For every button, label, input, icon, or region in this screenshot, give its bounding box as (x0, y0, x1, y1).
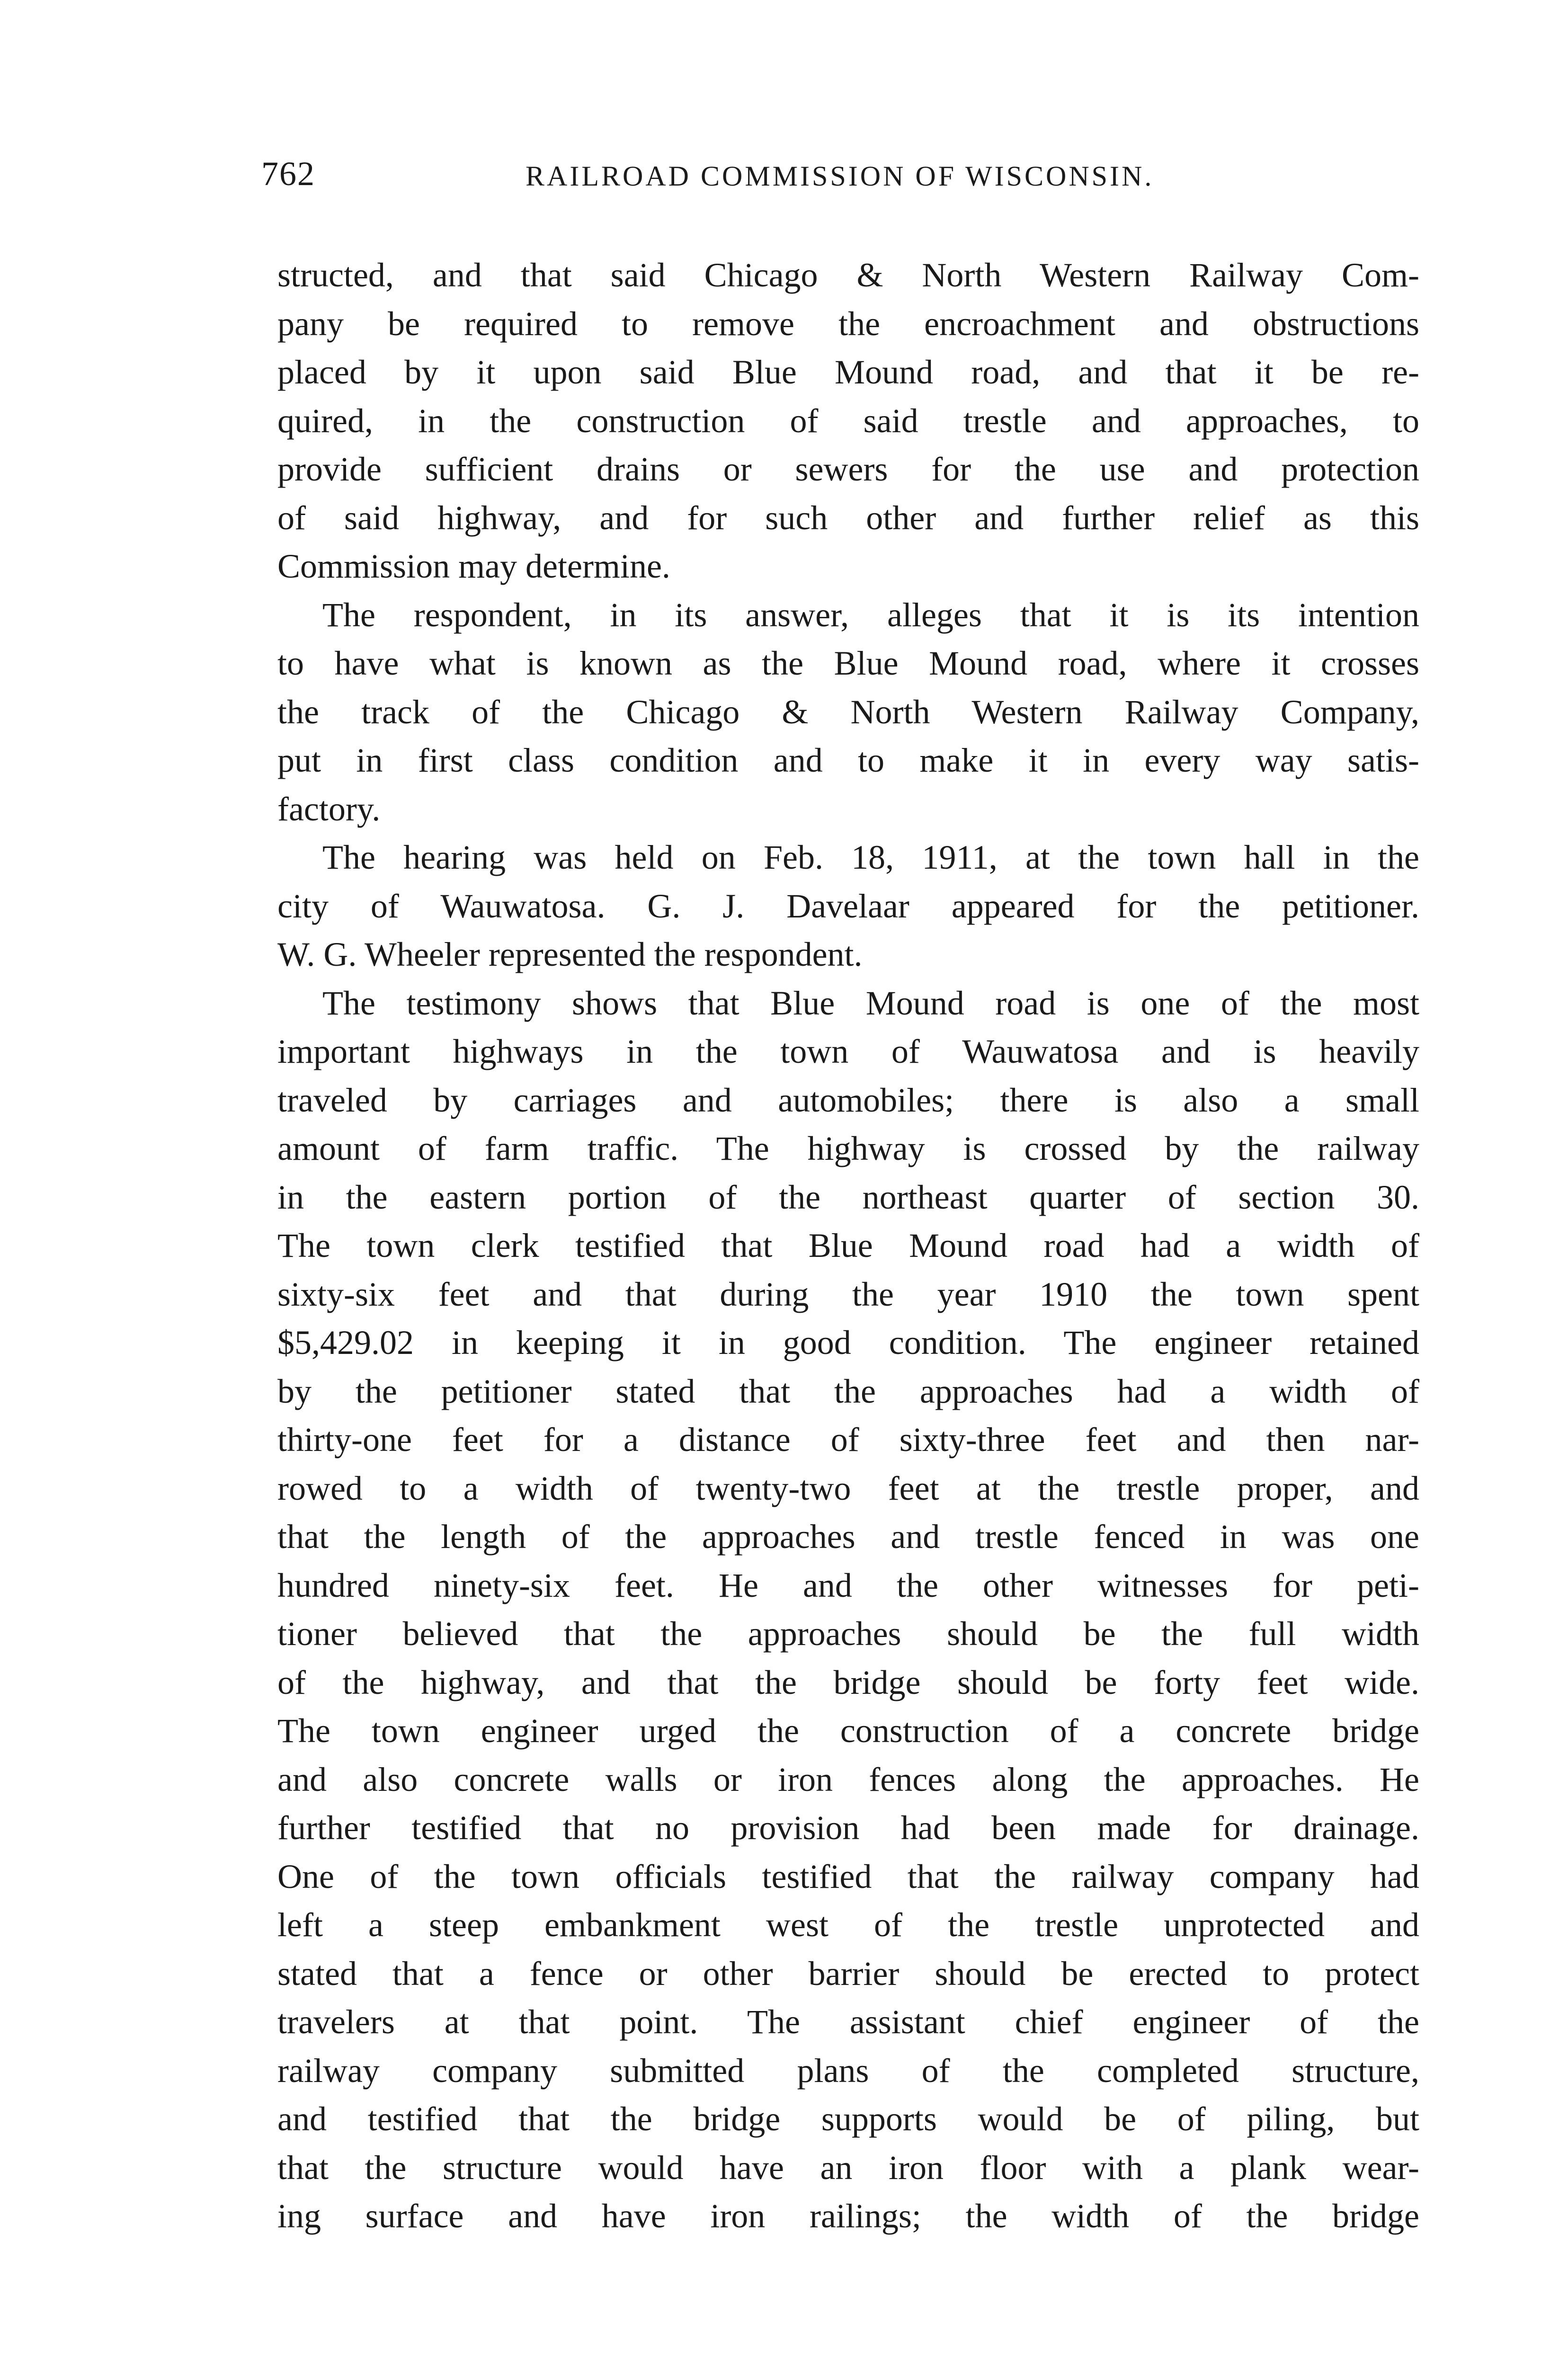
text-line: further testified that no provision had been made for drainage. (277, 1809, 1419, 1847)
text-line: that the structure would have an iron floor with a plank wear- (277, 2148, 1419, 2187)
text-line: The respondent, in its answer, alleges that it is its intention (322, 596, 1419, 634)
running-head: RAILROAD COMMISSION OF WISCONSIN. (526, 160, 1154, 192)
text-line: in the eastern portion of the northeast quarter of section 30. (277, 1178, 1419, 1216)
text-line: tioner believed that the approaches should be the full width (277, 1615, 1419, 1653)
text-line: the track of the Chicago & North Western Railway Company, (277, 693, 1419, 731)
text-line: to have what is known as the Blue Mound road, where it crosses (277, 644, 1419, 682)
page-number: 762 (261, 155, 315, 193)
text-line: of said highway, and for such other and further relief as this (277, 498, 1419, 537)
text-line: left a steep embankment west of the trestle unprotected and (277, 1906, 1419, 1944)
text-line: hundred ninety-six feet. He and the other witnesses for peti- (277, 1566, 1419, 1604)
text-line: traveled by carriages and automobiles; there is also a small (277, 1081, 1419, 1119)
text-line: and testified that the bridge supports would be of piling, but (277, 2100, 1419, 2138)
text-line: The town clerk testified that Blue Mound road had a width of (277, 1227, 1419, 1264)
text-line: quired, in the construction of said trestle and approaches, to (277, 401, 1419, 440)
text-line: that the length of the approaches and trestle fenced in was one (277, 1518, 1419, 1556)
text-line: provide sufficient drains or sewers for the use and protection (277, 450, 1419, 488)
text-line: Commission may determine. (277, 547, 670, 585)
paragraph-petition-continued (277, 251, 1419, 591)
text-line: sixty-six feet and that during the year 1910 the town spent (277, 1275, 1419, 1313)
paragraph-hearing (277, 833, 1419, 979)
text-line: $5,429.02 in keeping it in good condition. The engineer retained (277, 1324, 1419, 1361)
text-line: structed, and that said Chicago & North Western Railway Com- (277, 256, 1419, 294)
text-line: stated that a fence or other barrier should be erected to protect (277, 1954, 1419, 1993)
text-line: of the highway, and that the bridge should be forty feet wide. (277, 1663, 1419, 1701)
text-line: railway company submitted plans of the completed structure, (277, 2051, 1419, 2090)
text-line: important highways in the town of Wauwatosa and is heavily (277, 1032, 1419, 1070)
text-line: pany be required to remove the encroachment and obstructions (277, 304, 1419, 343)
text-line: The town engineer urged the construction of a concrete bridge (277, 1712, 1419, 1750)
text-line: thirty-one feet for a distance of sixty-three feet and then nar- (277, 1421, 1419, 1459)
body-text (277, 251, 1419, 2241)
text-line: rowed to a width of twenty-two feet at the trestle proper, and (277, 1469, 1419, 1507)
text-line: amount of farm traffic. The highway is crossed by the railway (277, 1130, 1419, 1167)
text-line: put in first class condition and to make it in every way satis- (277, 741, 1419, 779)
text-line: W. G. Wheeler represented the respondent. (277, 935, 863, 973)
text-line: The hearing was held on Feb. 18, 1911, at the town hall in the (322, 838, 1419, 876)
text-line: by the petitioner stated that the approaches had a width of (277, 1372, 1419, 1410)
paragraph-testimony (277, 979, 1419, 2241)
text-line: ing surface and have iron railings; the width of the bridge (277, 2197, 1419, 2235)
text-line: placed by it upon said Blue Mound road, and that it be re- (277, 353, 1419, 391)
text-line: The testimony shows that Blue Mound road is one of the most (322, 984, 1419, 1022)
text-line: One of the town officials testified that the railway company had (277, 1857, 1419, 1895)
text-line: city of Wauwatosa. G. J. Davelaar appeared for the petitioner. (277, 887, 1419, 925)
text-line: and also concrete walls or iron fences along the approaches. He (277, 1760, 1419, 1798)
text-line: travelers at that point. The assistant chief engineer of the (277, 2003, 1419, 2041)
text-line: factory. (277, 790, 381, 828)
paragraph-respondent-answer (277, 591, 1419, 834)
